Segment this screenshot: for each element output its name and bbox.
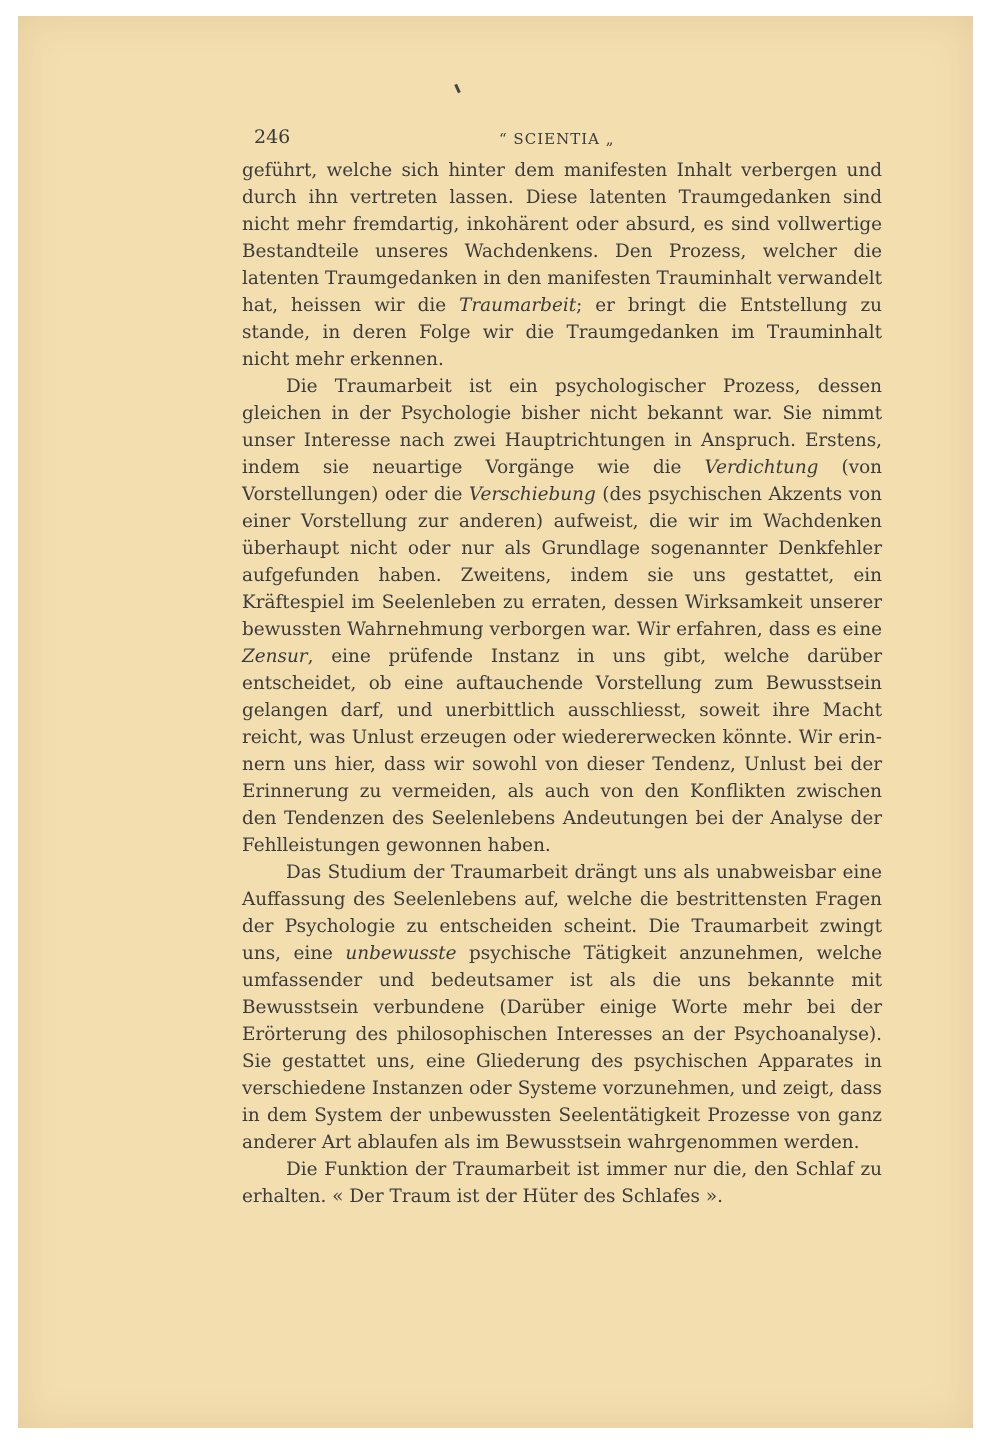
text-run: Das Studium der Traumarbeit drängt uns als unabweisbar eine Auffassung des Seelenlebens auf, welche die bestrittensten Fragen der Psychologie zu entscheiden scheint. Die Traumarbeit zwingt uns, eine	[242, 862, 882, 964]
italic-term: Verdichtung	[704, 457, 819, 478]
italic-term: Zensur	[242, 646, 308, 667]
italic-term: unbewusste	[345, 943, 457, 964]
paragraph	[242, 859, 882, 1156]
text-run: psychische Tätigkeit anzunehmen, welche umfassender und bedeutsamer ist als die uns bekannte mit Bewusstsein verbundene (Darüber einige Worte mehr bei der Erörterung des philosophischen Interesses an der Psychoanalyse). Sie gestattet uns, eine Gliederung des psychischen Apparates in verschiedene Instanzen oder Systeme vorzunehmen, und zeigt, dass in dem System der unbewussten Seelentätigkeit Prozesse von ganz anderer Art ablaufen als im Bewusstsein wahrgenommen werden.	[242, 943, 882, 1153]
italic-term: Verschiebung	[468, 484, 596, 505]
paragraph	[242, 157, 882, 373]
body-text	[242, 157, 882, 1210]
paragraph	[242, 373, 882, 859]
running-title: “ SCIENTIA „	[499, 130, 615, 148]
text-run: Die Funktion der Traumarbeit ist immer nur die, den Schlaf zu erhalten. « Der Traum ist der Hüter des Schlafes ».	[242, 1159, 882, 1207]
text-run: , eine prüfende Instanz in uns gibt, welche darüber entscheidet, ob eine auftauchende Vorstellung zum Bewusstsein gelangen darf, und unerbittlich ausschliesst, soweit ihre Macht reicht, was Unlust erzeugen oder wiedererwecken könnte. Wir erinnern uns hier, dass wir sowohl von dieser Tendenz, Unlust bei der Erinnerung zu vermeiden, als auch von den Konflikten zwischen den Tendenzen des Seelenlebens Andeutungen bei der Analyse der Fehlleistungen gewonnen haben.	[242, 646, 882, 856]
text-run: Die Traumarbeit ist ein psychologischer Prozess, dessen gleichen in der Psychologie bisher nicht bekannt war. Sie nimmt unser Interesse nach zwei Hauptrichtungen in Anspruch. Erstens, indem sie neuartige Vorgänge wie die	[242, 376, 882, 478]
page-header	[254, 126, 904, 152]
text-run: (des psychischen Akzents von einer Vorstellung zur anderen) aufweist, die wir im Wachdenken überhaupt nicht oder nur als Grundlage sogenannter Denkfehler aufgefunden haben. Zweitens, indem sie uns gestattet, ein Kräftespiel im Seelenleben zu erraten, dessen Wirksamkeit unserer bewussten Wahrnehmung verborgen war. Wir erfahren, dass es eine	[242, 484, 882, 640]
page-number: 246	[254, 126, 291, 148]
paragraph	[242, 1156, 882, 1210]
text-run: ; er bringt die Entstellung zu stande, in deren Folge wir die Traumgedanken im Trauminhalt nicht mehr erkennen.	[242, 295, 882, 370]
italic-term: Traumarbeit	[459, 295, 577, 316]
text-run: (von Vorstellungen) oder die	[242, 457, 883, 505]
ink-speck	[454, 84, 461, 93]
text-run: geführt, welche sich hinter dem manifesten Inhalt verbergen und durch ihn vertreten lassen. Diese latenten Traumgedanken sind nicht mehr fremdartig, inkohärent oder absurd, es sind vollwertige Bestandteile unseres Wachdenkens. Den Prozess, welcher die latenten Traumgedanken in den manifesten Trauminhalt verwandelt hat, heissen wir die	[242, 160, 882, 316]
